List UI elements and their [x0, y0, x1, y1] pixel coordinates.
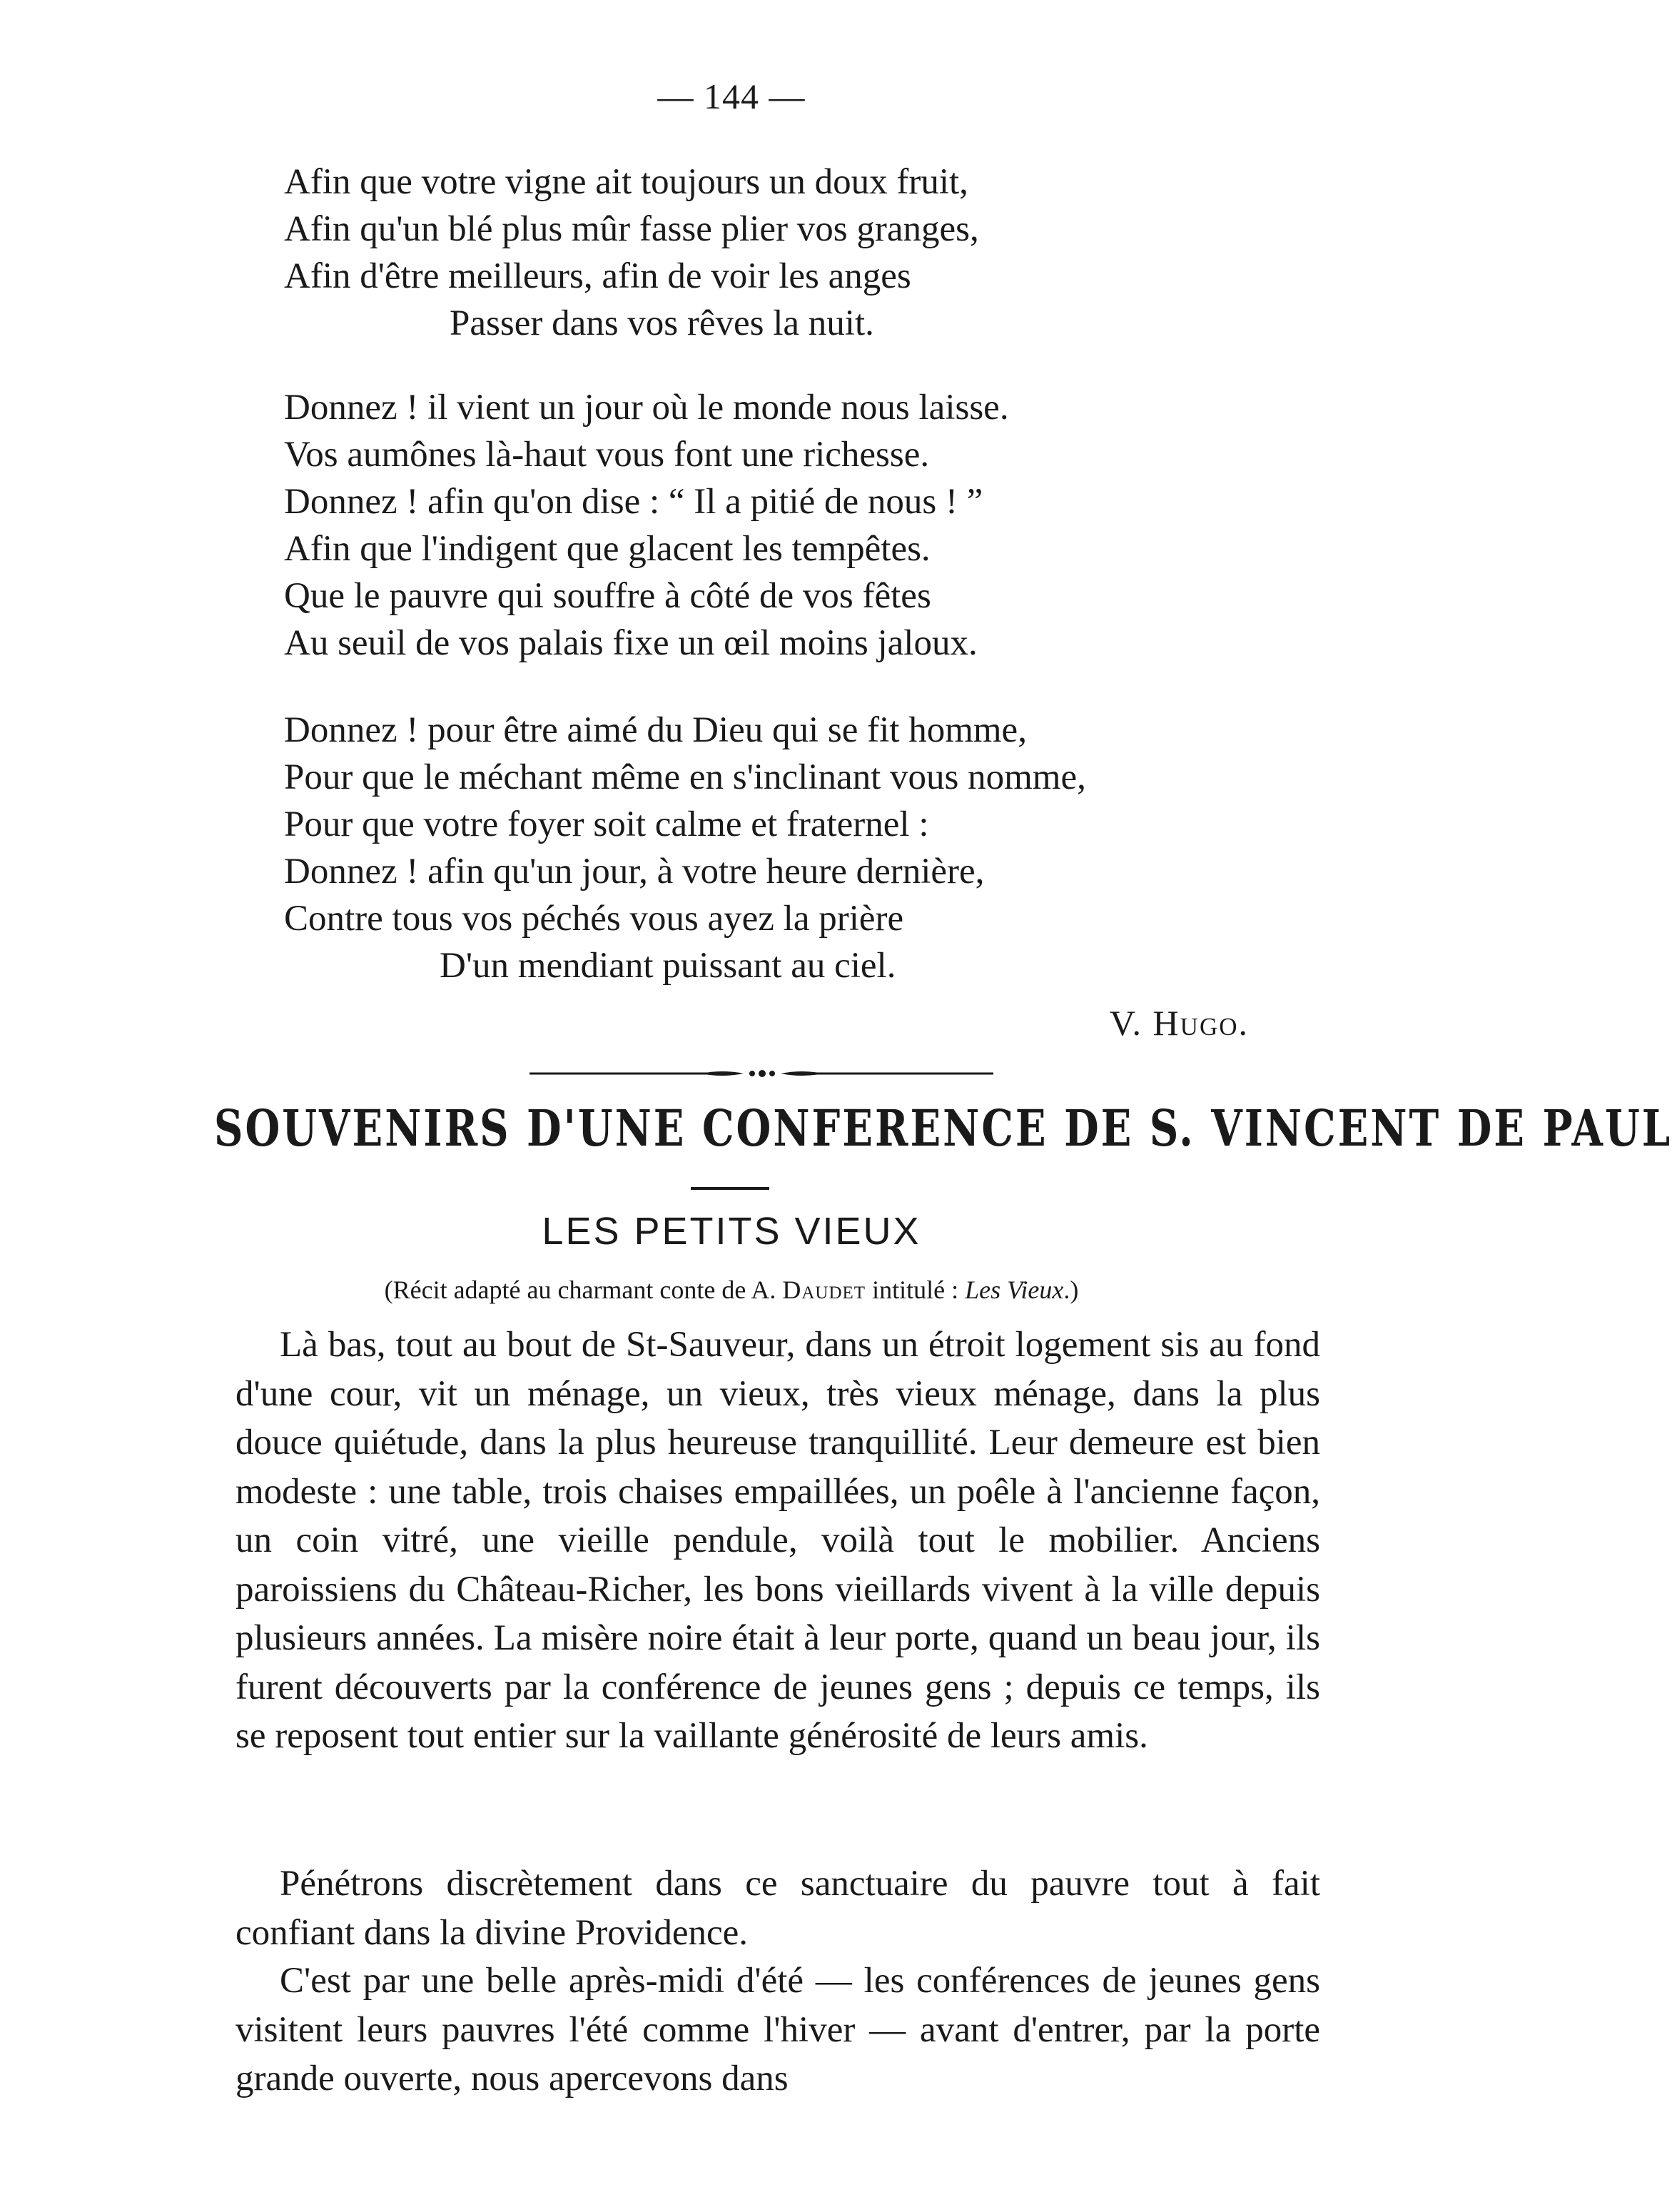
- poem-line: Contre tous vos péchés vous ayez la prière: [284, 899, 904, 939]
- source-note-author: Daudet: [782, 1276, 866, 1304]
- paragraph-text: Pénétrons discrètement dans ce sanctuaire du pauvre tout à fait confiant dans la divine Providence.: [235, 1864, 1320, 1953]
- story-title: LES PETITS VIEUX: [542, 1210, 921, 1253]
- poem-stanza-3: [284, 707, 1283, 989]
- poem-line: Afin d'être meilleurs, afin de voir les anges: [284, 256, 911, 296]
- poem-line: Donnez ! il vient un jour où le monde nous laisse.: [284, 388, 1009, 428]
- paragraph-text: C'est par une belle après-midi d'été — les conférences de jeunes gens visitent leurs pauvres l'été comme l'hiver — avant d'entrer, par la porte grande ouverte, nous apercevons dans: [235, 1961, 1320, 2099]
- poem-line: Afin que l'indigent que glacent les tempêtes.: [284, 529, 931, 569]
- section-title: SOUVENIRS D'UNE CONFERENCE DE S. VINCENT DE PAUL: [214, 1099, 1672, 1158]
- paragraph-text: Là bas, tout au bout de St-Sauveur, dans un étroit logement sis au fond d'une cour, vit un ménage, un vieux, très vieux ménage, dans la plus douce quiétude, dans la plus heureuse tranquillité. Leur demeure est bien modeste : une table, trois chaises empaillées, un poêle à l'ancienne façon, un coin vitré, une vieille pendule, voilà tout le mobilier. Anciens paroissiens du Château-Richer, les bons vieillards vivent à la ville depuis plusieurs années. La misère noire était à leur porte, quand un beau jour, ils furent découverts par la conférence de jeunes gens ; depuis ce temps, ils se reposent tout entier sur la vaillante générosité de leurs amis.: [235, 1325, 1320, 1756]
- source-note-middle: intitulé :: [866, 1276, 966, 1304]
- source-note-suffix: .): [1063, 1276, 1079, 1304]
- poem-line: Donnez ! afin qu'un jour, à votre heure dernière,: [284, 852, 985, 892]
- source-note: [0, 1272, 1463, 1308]
- source-note-work: Les Vieux: [965, 1276, 1064, 1304]
- poem-line: Vos aumônes là-haut vous font une richesse.: [284, 435, 930, 475]
- poem-line: Passer dans vos rêves la nuit.: [450, 303, 874, 343]
- source-note-prefix: (Récit adapté au charmant conte de A.: [384, 1276, 783, 1304]
- poem-line: Afin que votre vigne ait toujours un doux fruit,: [284, 162, 968, 202]
- body-paragraph: [235, 1859, 1320, 1957]
- poem-stanza-1: [284, 158, 1283, 347]
- poem-line: D'un mendiant puissant au ciel.: [440, 946, 896, 986]
- poem-line: Donnez ! afin qu'on dise : “ Il a pitié de nous ! ”: [284, 482, 983, 522]
- poem-line: Afin qu'un blé plus mûr fasse plier vos granges,: [284, 209, 979, 249]
- page-number: — 144 —: [657, 76, 806, 116]
- poem-signature: V. Hugo.: [1109, 1003, 1249, 1043]
- poem-stanza-2: [284, 384, 1283, 667]
- title-rule: [691, 1187, 769, 1190]
- poem-line: Pour que le méchant même en s'inclinant vous nomme,: [284, 757, 1086, 797]
- body-paragraph: [235, 1320, 1320, 1761]
- poem-line: Donnez ! pour être aimé du Dieu qui se fit homme,: [284, 710, 1027, 750]
- poem-line: Que le pauvre qui souffre à côté de vos fêtes: [284, 576, 931, 616]
- poem-line: Au seuil de vos palais fixe un œil moins jaloux.: [284, 623, 978, 663]
- poem-line: Pour que votre foyer soit calme et fraternel :: [284, 804, 929, 844]
- body-paragraph: [235, 1956, 1320, 2104]
- ornamental-divider: [530, 1065, 993, 1082]
